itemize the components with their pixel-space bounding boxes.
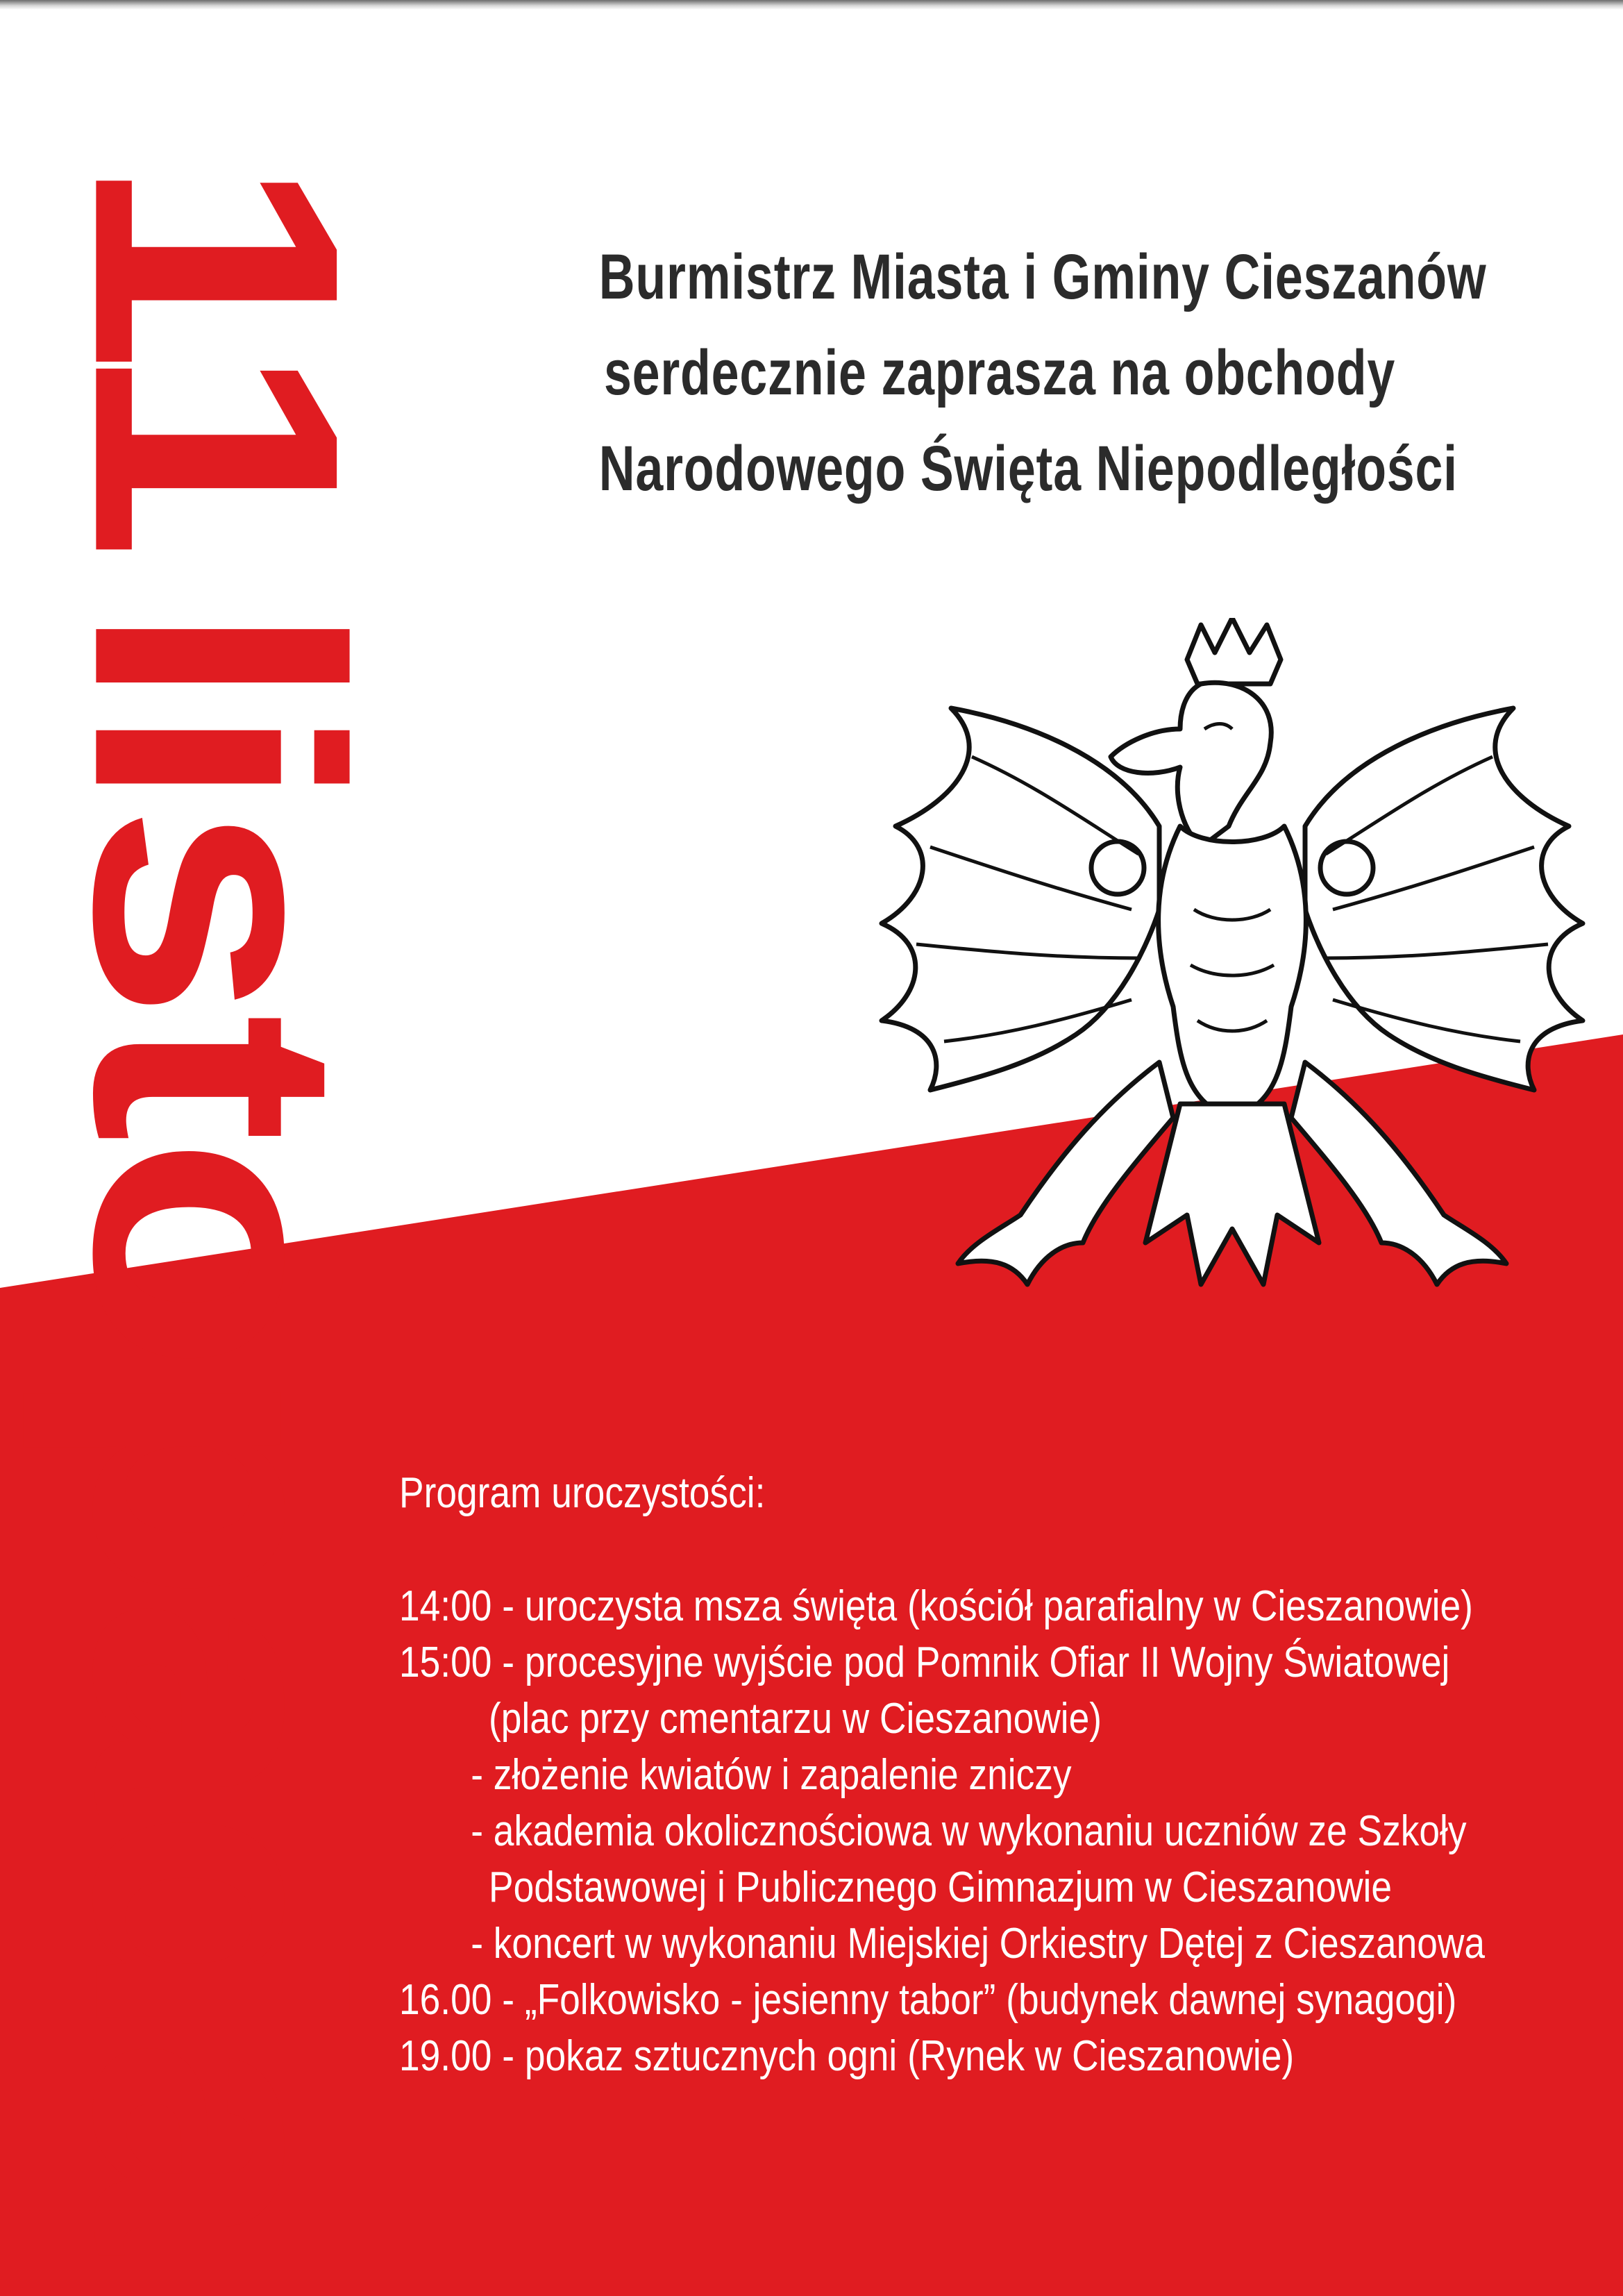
program-subitem-flowers: - złożenie kwiatów i zapalenie zniczy bbox=[471, 1751, 1072, 1799]
invitation-heading bbox=[598, 229, 1487, 517]
program-item-2: 15:00 - procesyjne wyjście pod Pomnik Ofiar II Wojny Światowej bbox=[399, 1639, 1450, 1686]
heading-line-1: Burmistrz Miasta i Gminy Cieszanów bbox=[598, 242, 1487, 312]
heading-line-2: serdecznie zaprasza na obchody bbox=[603, 337, 1396, 408]
program-subitem-academy: - akademia okolicznościowa w wykonaniu uczniów ze Szkoły bbox=[471, 1807, 1467, 1855]
event-program bbox=[399, 1465, 1486, 2084]
program-item-4: 19.00 - pokaz sztucznych ogni (Rynek w Cieszanowie) bbox=[399, 2032, 1295, 2080]
program-item-2-location: (plac przy cmentarzu w Cieszanowie) bbox=[489, 1695, 1102, 1743]
program-item-1: 14:00 - uroczysta msza święta (kościół parafialny w Cieszanowie) bbox=[399, 1582, 1473, 1630]
program-title: Program uroczystości: bbox=[399, 1469, 766, 1517]
date-day: 11 bbox=[22, 156, 413, 553]
heading-line-3: Narodowego Święta Niepodległości bbox=[598, 433, 1458, 504]
program-subitem-academy-cont: Podstawowej i Publicznego Gimnazjum w Cieszanowie bbox=[489, 1863, 1393, 1911]
program-subitem-concert: - koncert w wykonaniu Miejskiej Orkiestry Dętej z Cieszanowa bbox=[471, 1920, 1486, 1968]
program-item-3: 16.00 - „Folkowisko - jesienny tabor” (budynek dawnej synagogi) bbox=[399, 1976, 1457, 2024]
date-month: listopada bbox=[22, 602, 413, 2247]
white-eagle-coat-of-arms-icon bbox=[854, 618, 1611, 1402]
vertical-date bbox=[22, 156, 413, 2247]
